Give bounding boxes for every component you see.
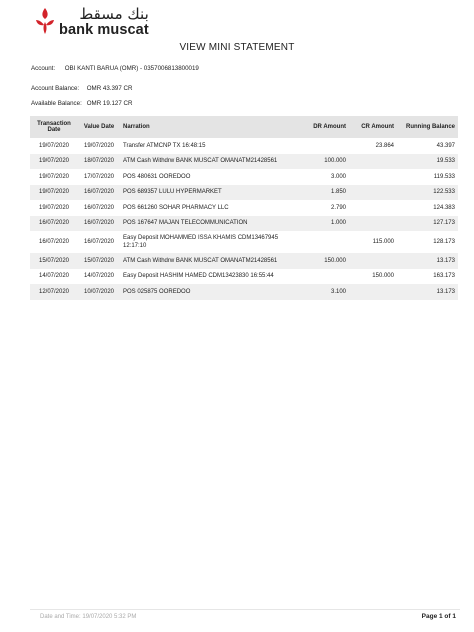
- narration: POS 025875 OOREDOO: [120, 284, 295, 300]
- running-balance: 128.173: [433, 239, 455, 245]
- table-row: [30, 185, 458, 201]
- narration: Easy Deposit HASHIM HAMED CDM13423830 16:55:44: [123, 273, 274, 280]
- footer-divider: [30, 609, 460, 610]
- cr-amount: [349, 154, 397, 170]
- transaction-date: 15/07/2020: [30, 253, 78, 269]
- running-balance: 43.397: [436, 142, 455, 149]
- running-balance: 127.173: [397, 216, 458, 232]
- value-date: 19/07/2020: [83, 142, 115, 149]
- available-balance-info: [31, 100, 132, 107]
- cr-amount: 115.000: [372, 239, 394, 245]
- table-row: [30, 269, 458, 285]
- footer-datetime: Date and Time: 19/07/2020 5:32 PM: [40, 614, 137, 620]
- cr-amount: [349, 253, 397, 269]
- transaction-date: 19/07/2020: [38, 173, 70, 180]
- narration: ATM Cash Withdrw BANK MUSCAT OMANATM21428561: [120, 253, 295, 269]
- account-info: [31, 65, 199, 72]
- table-row: [30, 231, 458, 253]
- value-date: 16/07/2020: [78, 185, 120, 201]
- table-row: [30, 169, 458, 185]
- narration: ATM Cash Withdrw BANK MUSCAT OMANATM21428561: [120, 154, 295, 170]
- cr-amount: 150.000: [372, 273, 394, 280]
- value-date: 10/07/2020: [78, 284, 120, 300]
- transaction-date: 14/07/2020: [38, 273, 70, 280]
- value-date: 18/07/2020: [78, 154, 120, 170]
- dr-amount: 1.850: [295, 185, 349, 201]
- account-balance-label: Account Balance:: [31, 85, 80, 92]
- table-row: [30, 200, 458, 216]
- transaction-date: 19/07/2020: [30, 154, 78, 170]
- col-cr-amount: CR Amount: [349, 116, 397, 138]
- col-dr-amount: DR Amount: [295, 116, 349, 138]
- account-balance-value: OMR 43.397 CR: [86, 85, 133, 92]
- running-balance: 122.533: [397, 185, 458, 201]
- col-transaction-date: Transaction Date: [30, 116, 78, 138]
- table-row: [30, 284, 458, 300]
- value-date: 16/07/2020: [78, 216, 120, 232]
- bank-muscat-emblem-icon: [33, 6, 57, 36]
- cr-amount: [349, 169, 397, 185]
- dr-amount: [295, 231, 349, 253]
- value-date: 16/07/2020: [83, 204, 115, 211]
- transaction-date: 19/07/2020: [38, 142, 70, 149]
- narration: Easy Deposit MOHAMMED ISSA KHAMIS CDM13467945 12:17:10: [123, 235, 279, 249]
- value-date: 15/07/2020: [78, 253, 120, 269]
- value-date: 17/07/2020: [83, 173, 115, 180]
- dr-amount: 100.000: [295, 154, 349, 170]
- narration: POS 661260 SOHAR PHARMACY LLC: [123, 204, 229, 211]
- bank-logo: [33, 6, 149, 38]
- running-balance: 163.173: [433, 273, 455, 280]
- running-balance: 19.533: [397, 154, 458, 170]
- value-date: 14/07/2020: [83, 273, 115, 280]
- table-row: [30, 253, 458, 269]
- cr-amount: 23.864: [375, 142, 394, 149]
- col-running-balance: Running Balance: [397, 116, 458, 138]
- transaction-date: 19/07/2020: [38, 204, 70, 211]
- transaction-date: 19/07/2020: [30, 185, 78, 201]
- running-balance: 119.533: [433, 173, 455, 180]
- dr-amount: 150.000: [295, 253, 349, 269]
- dr-amount: 3.000: [330, 173, 346, 180]
- table-header-row: [30, 116, 458, 138]
- narration: POS 689357 LULU HYPERMARKET: [120, 185, 295, 201]
- cr-amount: [349, 284, 397, 300]
- account-value: OBI KANTI BARUA (OMR) - 0357006813800019: [64, 65, 199, 72]
- running-balance: 13.173: [397, 284, 458, 300]
- available-balance-value: OMR 19.127 CR: [86, 100, 133, 107]
- dr-amount: 1.000: [295, 216, 349, 232]
- cr-amount: [349, 185, 397, 201]
- running-balance: 124.383: [433, 204, 455, 211]
- account-label: Account:: [31, 65, 56, 72]
- account-balance-info: [31, 85, 132, 92]
- table-row: [30, 216, 458, 232]
- transaction-date: 16/07/2020: [30, 216, 78, 232]
- narration: Transfer ATMCNP TX 16:48:15: [123, 142, 206, 149]
- narration: POS 480631 OOREDOO: [123, 173, 191, 180]
- cr-amount: [349, 200, 397, 216]
- dr-amount: 2.790: [330, 204, 346, 211]
- narration: POS 167647 MAJAN TELECOMMUNICATION: [120, 216, 295, 232]
- brand-arabic-name: بنك مسقط: [79, 5, 149, 23]
- brand-english-name: bank muscat: [59, 22, 149, 38]
- value-date: 16/07/2020: [83, 239, 115, 245]
- transaction-date: 16/07/2020: [38, 239, 70, 245]
- mini-statement-table: [30, 116, 458, 300]
- dr-amount: [295, 138, 349, 154]
- col-value-date: Value Date: [78, 116, 120, 138]
- available-balance-label: Available Balance:: [31, 100, 82, 107]
- dr-amount: [295, 269, 349, 285]
- cr-amount: [349, 216, 397, 232]
- page-title: VIEW MINI STATEMENT: [179, 42, 295, 53]
- dr-amount: 3.100: [295, 284, 349, 300]
- page-number: Page 1 of 1: [421, 613, 456, 620]
- transaction-date: 12/07/2020: [30, 284, 78, 300]
- running-balance: 13.173: [397, 253, 458, 269]
- table-row: [30, 154, 458, 170]
- table-row: [30, 138, 458, 154]
- col-narration: Narration: [120, 116, 295, 138]
